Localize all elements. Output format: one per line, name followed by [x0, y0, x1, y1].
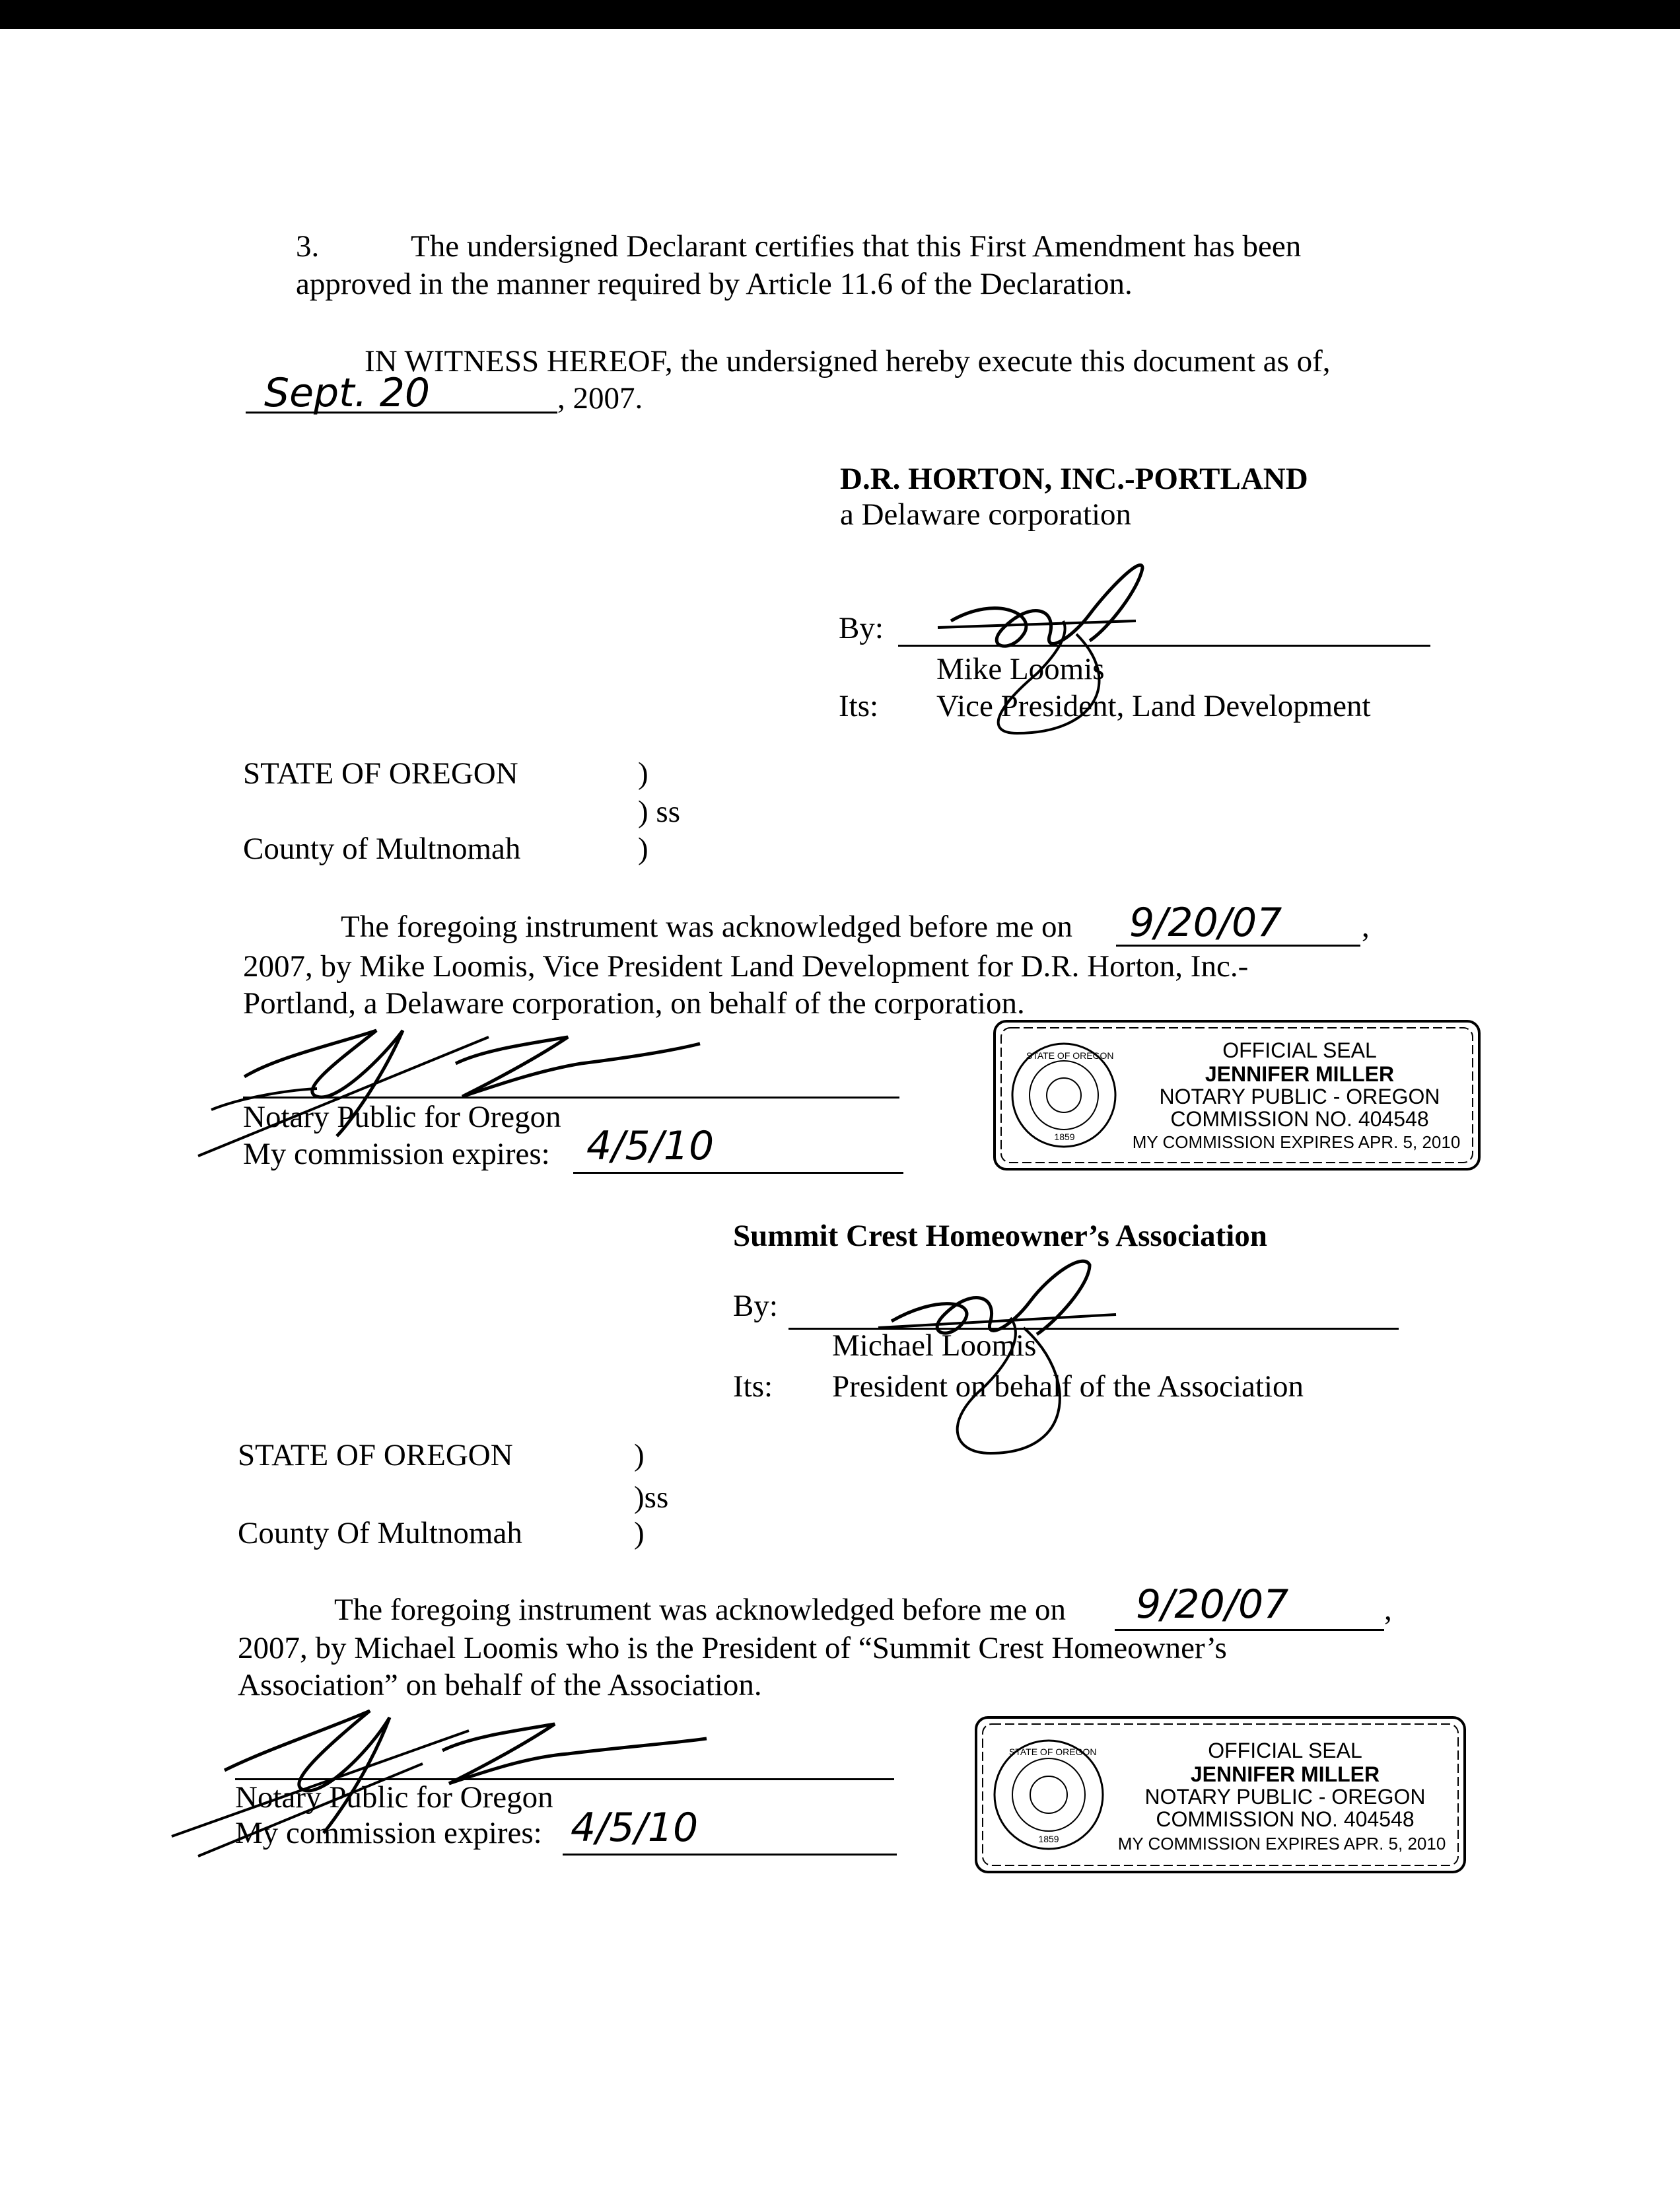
ack1-line3: Portland, a Delaware corporation, on behalf of the corporation. [243, 986, 1025, 1021]
seal-line2: JENNIFER MILLER [1205, 1062, 1395, 1086]
venue2-paren1: ) [634, 1438, 645, 1472]
summit-signature [878, 1255, 1156, 1466]
horton-its-label: Its: [839, 689, 879, 723]
emblem-top-text: STATE OF OREGON [1026, 1050, 1114, 1061]
witness-line1: IN WITNESS HEREOF, the undersigned hereby execute this document as of, [365, 344, 1331, 379]
section3-line1: The undersigned Declarant certifies that this First Amendment has been [411, 229, 1302, 264]
horton-desc: a Delaware corporation [840, 497, 1132, 532]
section3-line2: approved in the manner required by Article 11.6 of the Declaration. [296, 267, 1133, 301]
ack1-date-handwritten: 9/20/07 [1129, 900, 1282, 946]
notary1-expires-line [573, 1172, 903, 1174]
notary1-signature-line [243, 1097, 899, 1099]
seal-line1: OFFICIAL SEAL [1222, 1038, 1377, 1062]
venue1-paren1: ) [638, 756, 648, 791]
seal-line4: COMMISSION NO. 404548 [1156, 1807, 1415, 1831]
ack2-comma: , [1384, 1593, 1392, 1627]
section-number: 3. [296, 229, 320, 264]
witness-year: , 2007. [557, 381, 643, 415]
ack1-line2: 2007, by Mike Loomis, Vice President Land Development for D.R. Horton, Inc.- [243, 949, 1249, 984]
notary2-expires-line [563, 1854, 897, 1856]
venue1-paren2: ) [638, 832, 648, 866]
horton-signer-title: Vice President, Land Development [936, 689, 1371, 723]
scan-top-border [0, 0, 1680, 29]
ack2-date-handwritten: 9/20/07 [1136, 1581, 1289, 1628]
ack1-line1: The foregoing instrument was acknowledged before me on [341, 910, 1073, 944]
official-seal [971, 1712, 1470, 1877]
seal-line3: NOTARY PUBLIC - OREGON [1144, 1785, 1426, 1809]
notary2-label: Notary Public for Oregon [235, 1780, 553, 1815]
notary1-expires-handwritten: 4/5/10 [586, 1123, 715, 1169]
venue2-paren2: ) [634, 1516, 645, 1550]
emblem-top-text: STATE OF OREGON [1009, 1747, 1097, 1757]
venue1-ss: ) ss [638, 795, 680, 829]
venue1-state: STATE OF OREGON [243, 756, 518, 791]
summit-signer-title: President on behalf of the Association [832, 1369, 1304, 1404]
notary1-label: Notary Public for Oregon [243, 1100, 561, 1134]
ack1-date-line [1116, 945, 1360, 947]
horton-signer-name: Mike Loomis [936, 652, 1105, 686]
seal-line1: OFFICIAL SEAL [1208, 1739, 1362, 1762]
seal-line2: JENNIFER MILLER [1190, 1762, 1380, 1786]
notary2-expires-handwritten: 4/5/10 [571, 1805, 699, 1851]
notary2-expires-label: My commission expires: [235, 1816, 542, 1850]
witness-date-handwritten: Sept. 20 [264, 370, 431, 416]
ack2-line3: Association” on behalf of the Association. [238, 1668, 762, 1702]
seal-line3: NOTARY PUBLIC - OREGON [1159, 1085, 1440, 1108]
seal-line5: MY COMMISSION EXPIRES APR. 5, 2010 [1132, 1132, 1461, 1152]
witness-date-line [246, 412, 557, 414]
summit-name: Summit Crest Homeowner’s Association [733, 1219, 1267, 1253]
seal-line5: MY COMMISSION EXPIRES APR. 5, 2010 [1117, 1834, 1446, 1854]
official-seal [989, 1016, 1485, 1174]
summit-signer-name: Michael Loomis [832, 1328, 1037, 1363]
ack2-line2: 2007, by Michael Loomis who is the President of “Summit Crest Homeowner’s [238, 1631, 1227, 1665]
venue2-ss: )ss [634, 1480, 669, 1515]
horton-by-label: By: [839, 611, 884, 645]
notary1-expires-label: My commission expires: [243, 1137, 550, 1171]
horton-signature [925, 555, 1175, 753]
ack2-line1: The foregoing instrument was acknowledged before me on [334, 1593, 1067, 1627]
venue1-county: County of Multnomah [243, 832, 521, 866]
summit-by-label: By: [733, 1289, 778, 1323]
seal-line4: COMMISSION NO. 404548 [1170, 1107, 1429, 1131]
emblem-year-text: 1859 [1054, 1132, 1075, 1142]
venue2-state: STATE OF OREGON [238, 1438, 513, 1472]
horton-company: D.R. HORTON, INC.-PORTLAND [840, 462, 1308, 496]
emblem-year-text: 1859 [1038, 1834, 1059, 1844]
summit-its-label: Its: [733, 1369, 773, 1404]
venue2-county: County Of Multnomah [238, 1516, 522, 1550]
ack1-comma: , [1362, 910, 1370, 944]
